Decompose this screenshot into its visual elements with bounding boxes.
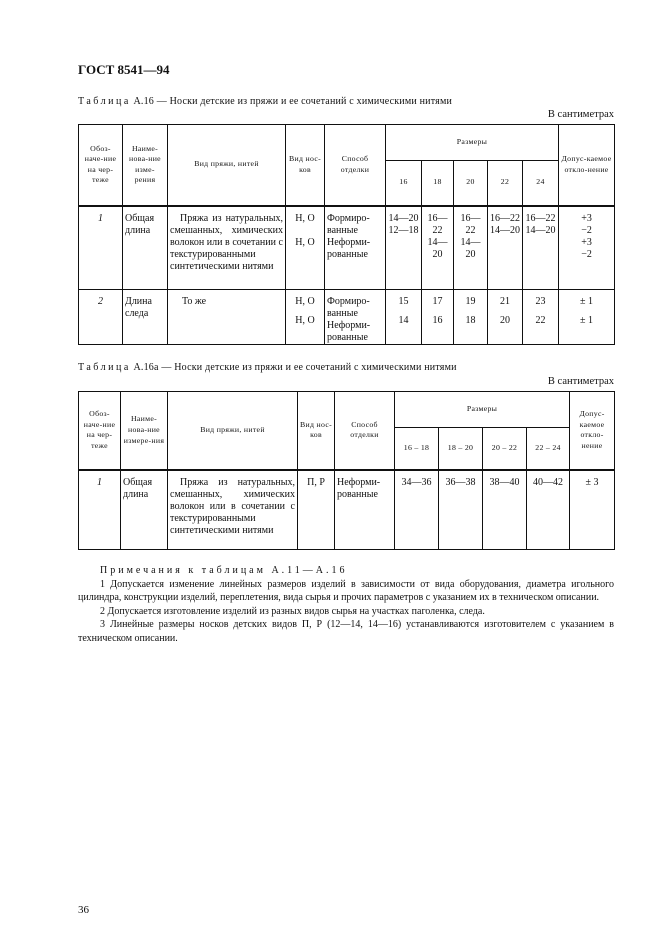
notes-title: Примечания к таблицам А.11—А.16 <box>100 565 348 576</box>
note-item: 2 Допускается изготовление изделий из разных видов сырья на участках паголенка, следа. <box>100 605 485 617</box>
value: 36—38 <box>439 470 483 550</box>
caption-text: А.16а — Носки детские из пряжи и ее сочетаний с химическими нитями <box>133 362 457 373</box>
table-row <box>79 290 615 345</box>
col-finish: Способ отделки <box>335 392 395 470</box>
col-designation: Обоз-наче-ние на чер-теже <box>79 392 121 470</box>
tolerance: ± 1 <box>580 315 594 326</box>
value: 12—18 <box>388 224 419 236</box>
table-a16a-caption <box>78 362 457 373</box>
value: 15 <box>398 296 409 307</box>
kind: Н, О <box>295 296 315 307</box>
col-designation: Обоз-наче-ние на чер-теже <box>79 125 123 206</box>
kind: Н, О <box>295 212 315 224</box>
value: 34—36 <box>395 470 439 550</box>
col-name: Наиме-нова-ние измере-ния <box>121 392 168 470</box>
size-header: 24 <box>523 161 559 206</box>
tolerance: +3 <box>581 236 592 248</box>
row-yarn: То же <box>168 290 286 345</box>
size-header: 22 <box>488 161 523 206</box>
notes <box>78 564 614 645</box>
row-yarn: Пряжа из натуральных, смешанных, химических волокон или в сочетании с текстурированными синтетическими нитями <box>168 470 298 550</box>
value: 16—22 <box>490 212 520 224</box>
value: 17 <box>432 296 443 307</box>
size-header: 16 – 18 <box>395 428 439 470</box>
size-header: 20 <box>454 161 488 206</box>
row-name: Длина следа <box>123 290 168 345</box>
tolerance: +3 <box>581 212 592 224</box>
row-name: Общая длина <box>121 470 168 550</box>
col-yarn: Вид пряжи, нитей <box>168 392 298 470</box>
value: 16—22 <box>427 212 448 236</box>
row-number: 1 <box>79 206 123 290</box>
size-header: 16 <box>386 161 422 206</box>
finish: Неформи-рованные <box>327 236 371 260</box>
finish: Неформи-рованные <box>327 320 371 343</box>
value: 18 <box>465 315 476 326</box>
value: 14—20 <box>460 236 481 260</box>
value: 22 <box>535 315 546 326</box>
col-finish: Способ отделки <box>325 125 386 206</box>
col-kind: Вид нос-ков <box>298 392 335 470</box>
value: 23 <box>535 296 546 307</box>
col-name: Наиме-нова-ние изме-рения <box>123 125 168 206</box>
col-kind: Вид нос-ков <box>286 125 325 206</box>
note-item: 1 Допускается изменение линейных размеров изделий в зависимости от вида оборудования, диаметра игольного цилиндра, конструкции изделий, переплетения, вида сырья и прочих параметров с указанием их в техническом описании. <box>78 578 614 603</box>
size-header: 20 – 22 <box>483 428 527 470</box>
row-number: 2 <box>79 290 123 345</box>
finish: Формиро-ванные <box>327 296 370 319</box>
size-header: 18 <box>422 161 454 206</box>
table-a16-caption <box>78 96 452 107</box>
document-code: ГОСТ 8541—94 <box>78 62 170 77</box>
table-a16-unit: В сантиметрах <box>547 109 614 120</box>
value: 14 <box>398 315 409 326</box>
value: 16 <box>432 315 443 326</box>
value: 14—20 <box>388 212 419 224</box>
value: 14—20 <box>427 236 448 260</box>
kind: Н, О <box>295 315 315 326</box>
value: 16—22 <box>525 212 556 224</box>
value: 21 <box>500 296 510 307</box>
value: 38—40 <box>483 470 527 550</box>
size-header: 18 – 20 <box>439 428 483 470</box>
col-sizes: Размеры <box>386 125 559 161</box>
value: 14—20 <box>525 224 556 236</box>
table-row <box>79 470 615 550</box>
value: 40—42 <box>527 470 570 550</box>
tolerance: ± 3 <box>570 470 615 550</box>
row-number: 1 <box>79 470 121 550</box>
table-a16a-unit: В сантиметрах <box>547 376 614 387</box>
table-row <box>79 206 615 290</box>
caption-label: Таблица <box>78 96 131 107</box>
finish: Неформи-рованные <box>335 470 395 550</box>
caption-label: Таблица <box>78 362 131 373</box>
value: 14—20 <box>490 224 520 236</box>
value: 16—22 <box>460 212 481 236</box>
row-yarn: Пряжа из натуральных, смешанных, химических волокон или в сочетании с текстурированными синтетическими нитями <box>168 206 286 290</box>
size-header: 22 – 24 <box>527 428 570 470</box>
col-sizes: Размеры <box>395 392 570 428</box>
value: 19 <box>465 296 476 307</box>
col-yarn: Вид пряжи, нитей <box>168 125 286 206</box>
table-a16a <box>78 391 615 550</box>
col-tolerance: Допус-каемое откло-нение <box>559 125 615 206</box>
tolerance: −2 <box>581 224 592 236</box>
tolerance: ± 1 <box>580 296 594 307</box>
tolerance: −2 <box>581 248 592 260</box>
finish: Формиро-ванные <box>327 212 370 236</box>
table-a16 <box>78 124 615 345</box>
value: 20 <box>500 315 510 326</box>
page-number: 36 <box>78 904 89 916</box>
row-name: Общая длина <box>123 206 168 290</box>
kind: П, Р <box>298 470 335 550</box>
caption-text: А.16 — Носки детские из пряжи и ее сочетаний с химическими нитями <box>133 96 453 107</box>
kind: Н, О <box>295 236 315 248</box>
col-tolerance: Допус-каемое откло-нение <box>570 392 615 470</box>
note-item: 3 Линейные размеры носков детских видов П, Р (12—14, 14—16) устанавливаются изготовителем с указанием в техническом описании. <box>78 619 614 644</box>
